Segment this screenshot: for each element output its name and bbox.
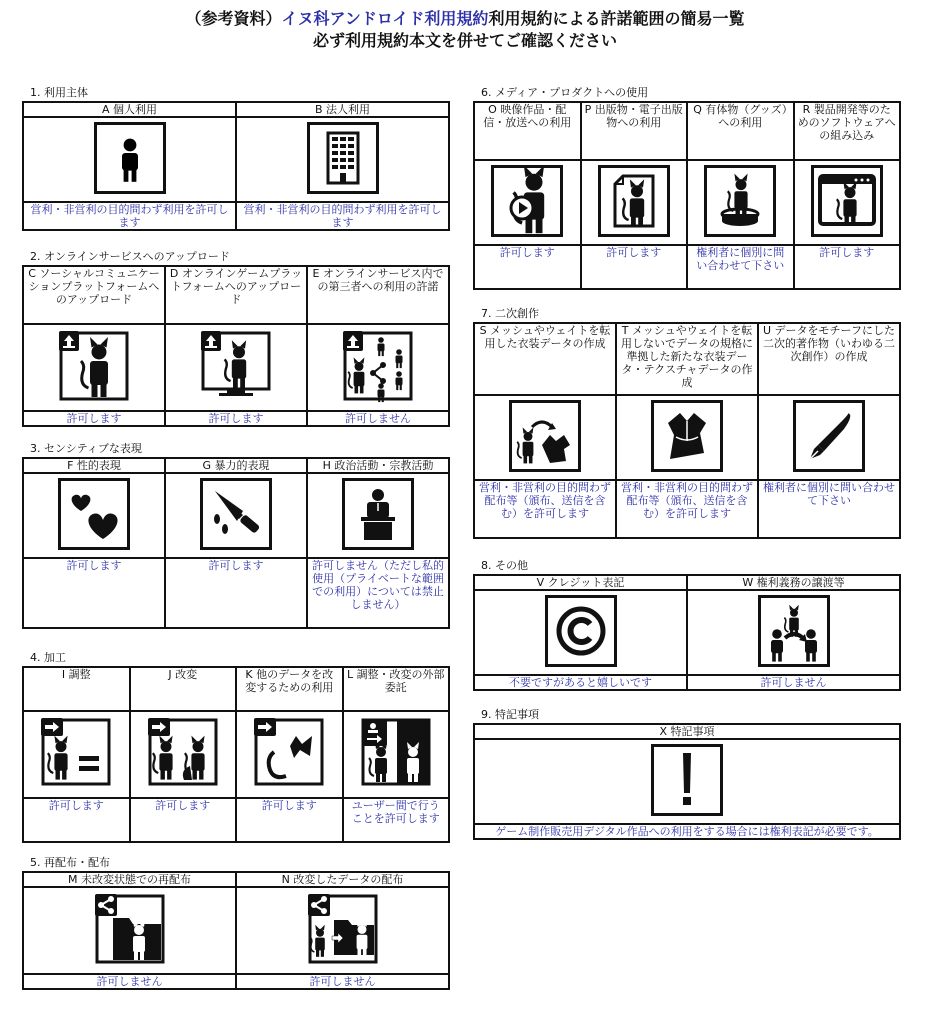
status-text: 許可しません [307,411,449,426]
knife-icon [200,478,272,550]
hearts-icon [58,478,130,550]
status-text: 許可します [23,798,130,842]
status-text: 許可しません [236,974,449,989]
upload-share-icon [341,329,415,403]
permission-table [22,265,450,427]
video-icon [491,165,563,237]
upload-avatar-icon [57,329,131,403]
title-note: 必ず利用規約本文を併せてご確認ください [312,31,617,50]
item-label: O 映像作品・配信・放送への利用 [474,102,581,160]
status-text: 不要ですがあると嬉しいです [474,675,687,690]
permission-table [22,457,450,629]
section-derivative-works [473,307,901,539]
status-text: 営利・非営利の目的問わず配布等（頒布、送信を含む）を許可します [616,480,758,538]
item-label: E オンラインサービス内での第三者への利用の許諾 [307,266,449,324]
status-text: 営利・非営利の目的問わず利用を許可します [23,202,236,230]
page-title [0,8,930,52]
outsource-icon [359,716,433,790]
item-label: W 権利義務の譲渡等 [687,575,900,590]
podium-icon [342,478,414,550]
section-heading: 4. 加工 [30,651,66,664]
permission-table [473,723,901,840]
status-text: 権利者に個別に問い合わせて下さい [687,245,794,289]
section-other [473,559,901,691]
copyright-icon [545,595,617,667]
section-usage-subject [22,86,450,231]
item-label: U データをモチーフにした二次的著作物（いわゆる二次創作）の作成 [758,323,900,395]
status-text: 許可します [165,558,307,628]
section-media-products [473,86,901,290]
item-label: M 未改変状態での再配布 [23,872,236,887]
section-heading: 7. 二次創作 [481,307,539,320]
permission-table [473,574,901,691]
item-label: N 改変したデータの配布 [236,872,449,887]
permission-table [22,101,450,231]
status-text: 権利者に個別に問い合わせて下さい [758,480,900,538]
status-text: 許可しません [687,675,900,690]
adjust-icon [39,716,113,790]
item-label: P 出版物・電子出版物への利用 [581,102,688,160]
status-text: 許可します [130,798,237,842]
item-label: A 個人利用 [23,102,236,117]
status-text: 許可しません [23,974,236,989]
section-redistribution [22,856,450,990]
section-heading: 2. オンラインサービスへのアップロード [30,250,230,263]
status-text: ユーザー間で行うことを許可します [343,798,450,842]
parts-icon [252,716,326,790]
software-icon [811,165,883,237]
exclamation-icon [651,744,723,816]
permission-table [22,666,450,843]
item-label: I 調整 [23,667,130,711]
section-processing [22,651,450,843]
item-label: C ソーシャルコミュニケーションプラットフォームへのアップロード [23,266,165,324]
status-text: 許可します [23,411,165,426]
permission-table [473,322,901,539]
item-label: H 政治活動・宗教活動 [307,458,449,473]
status-text: 許可します [23,558,165,628]
section-heading: 9. 特記事項 [481,708,539,721]
title-prefix: （参考資料） [185,9,282,28]
section-heading: 5. 再配布・配布 [30,856,110,869]
status-text: 許可します [794,245,901,289]
person-icon [94,122,166,194]
share-modified-icon [306,892,380,966]
mesh-transfer-icon [509,400,581,472]
title-suffix: 利用規約による許諾範囲の簡易一覧 [488,9,745,28]
item-label: G 暴力的表現 [165,458,307,473]
section-heading: 8. その他 [481,559,528,572]
item-label: T メッシュやウェイトを転用しないでデータの規格に準拠した新たな衣装データ・テクスチャデータの作成 [616,323,758,395]
status-text: 許可します [165,411,307,426]
item-label: K 他のデータを改変するための利用 [236,667,343,711]
permission-table [22,871,450,990]
section-sensitive-expression [22,442,450,629]
section-heading: 6. メディア・プロダクトへの使用 [481,86,649,99]
share-folder-icon [93,892,167,966]
section-heading: 3. センシティブな表現 [30,442,142,455]
item-label: R 製品開発等のためのソフトウェアへの組み込み [794,102,901,160]
status-text: 営利・非営利の目的問わず利用を許可します [236,202,449,230]
publication-icon [598,165,670,237]
building-icon [307,122,379,194]
item-label: D オンラインゲームプラットフォームへのアップロード [165,266,307,324]
item-label: V クレジット表記 [474,575,687,590]
section-heading: 1. 利用主体 [30,86,88,99]
terms-link-text: イヌ科アンドロイド利用規約 [281,9,489,28]
item-label: X 特記事項 [474,724,900,739]
status-text: 許可します [581,245,688,289]
pen-icon [793,400,865,472]
status-text: 許可します [236,798,343,842]
status-text: 営利・非営利の目的問わず配布等（頒布、送信を含む）を許可します [474,480,616,538]
item-label: S メッシュやウェイトを転用した衣装データの作成 [474,323,616,395]
section-special-notes [473,708,901,840]
item-label: F 性的表現 [23,458,165,473]
status-text: 許可します [474,245,581,289]
status-text: 許可しません（ただし私的使用（プライベートな範囲での利用）については禁止しません） [307,558,449,628]
figure-icon [704,165,776,237]
section-online-upload [22,250,450,427]
item-label: J 改変 [130,667,237,711]
permission-table [473,101,901,290]
clothing-icon [651,400,723,472]
transfer-icon [758,595,830,667]
status-text: ゲーム制作販売用デジタル作品への利用をする場合には権利表記が必要です。 [474,824,900,839]
item-label: L 調整・改変の外部委託 [343,667,450,711]
item-label: B 法人利用 [236,102,449,117]
item-label: Q 有体物（グッズ）への利用 [687,102,794,160]
upload-game-icon [199,329,273,403]
modify-icon [146,716,220,790]
